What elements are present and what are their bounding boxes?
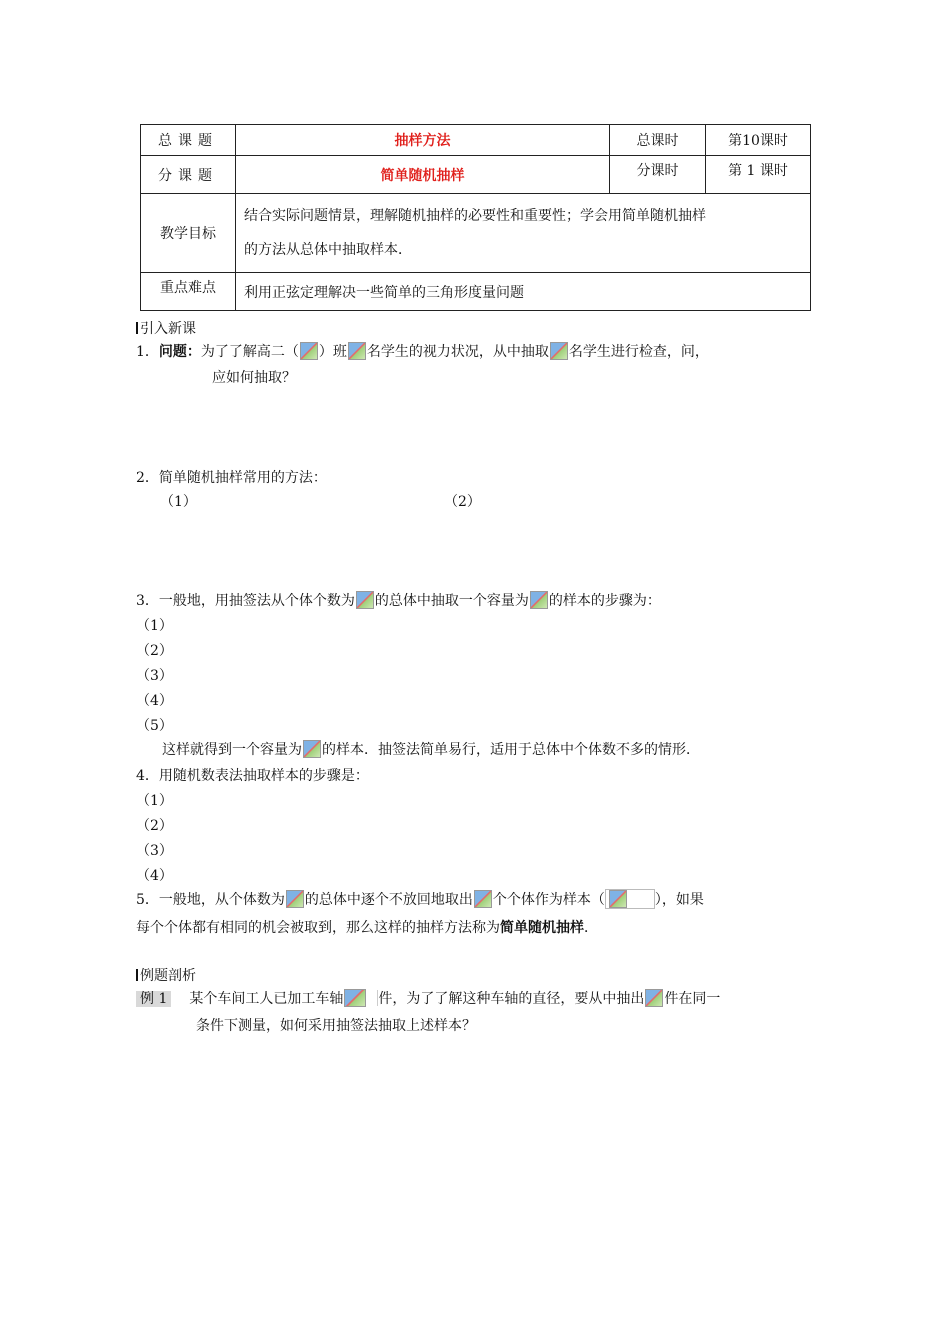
header-row-key-points bbox=[141, 273, 811, 311]
key-points-label: 重点难点 bbox=[141, 273, 236, 311]
question-5-line-1: 5．一般地，从个体数为 的总体中逐个不放回地取出 个个体作为样本（ ），如果 bbox=[136, 889, 704, 909]
section-heading-intro: 引入新课 bbox=[136, 318, 196, 338]
question-4-step-1: （1） bbox=[136, 793, 173, 809]
question-4-step-3: （3） bbox=[136, 843, 173, 859]
example-label: 例 1 bbox=[136, 991, 171, 1007]
question-4-step-4: （4） bbox=[136, 868, 173, 884]
sub-topic-label: 分课题 bbox=[141, 156, 236, 194]
sub-hours-value: 第 1 课时 bbox=[706, 156, 811, 194]
question-2-blank-2: （2） bbox=[444, 494, 481, 510]
formula-image-icon bbox=[530, 591, 548, 609]
question-3-step-5: （5） bbox=[136, 718, 173, 734]
header-row-main-topic bbox=[141, 125, 811, 156]
header-row-objectives bbox=[141, 194, 811, 273]
question-3-step-4: （4） bbox=[136, 693, 173, 709]
formula-image-icon bbox=[286, 890, 304, 908]
section-marker bbox=[136, 322, 138, 334]
key-points-text: 利用正弦定理解决一些简单的三角形度量问题 bbox=[236, 273, 811, 311]
header-row-sub-topic bbox=[141, 156, 811, 194]
question-4-step-2: （2） bbox=[136, 818, 173, 834]
formula-image-icon bbox=[356, 591, 374, 609]
main-topic-title: 抽样方法 bbox=[236, 125, 610, 156]
formula-image-icon bbox=[348, 342, 366, 360]
example-1-line-1: 例 1 某个车间工人已加工车轴 件，为了了解这种车轴的直径，要从中抽出 件在同一 bbox=[136, 988, 720, 1008]
question-5-line-2: 每个个体都有相同的机会被取到，那么这样的抽样方法称为简单随机抽样． bbox=[136, 920, 598, 936]
objectives-line-1: 结合实际问题情景，理解随机抽样的必要性和重要性；学会用简单随机抽样 bbox=[244, 208, 706, 224]
question-1-line-1: 1．问题：为了了解高二（ ）班 名学生的视力状况，从中抽取 名学生进行检查，问， bbox=[136, 344, 709, 360]
question-4: 4．用随机数表法抽取样本的步骤是： bbox=[136, 768, 369, 784]
formula-image-icon bbox=[300, 342, 318, 360]
total-hours-value: 第10课时 bbox=[706, 125, 811, 156]
question-3-step-3: （3） bbox=[136, 668, 173, 684]
sub-topic-title: 简单随机抽样 bbox=[236, 156, 610, 194]
example-1-line-2: 条件下测量，如何采用抽签法抽取上述样本？ bbox=[196, 1018, 476, 1034]
question-3: 3．一般地，用抽签法从个体个数为 的总体中抽取一个容量为 的样本的步骤为： bbox=[136, 593, 661, 609]
section-heading-examples: 例题剖析 bbox=[136, 965, 196, 985]
formula-image-icon bbox=[303, 740, 321, 758]
question-3-step-1: （1） bbox=[136, 618, 173, 634]
main-topic-label: 总课题 bbox=[141, 125, 236, 156]
question-3-step-2: （2） bbox=[136, 643, 173, 659]
section-marker bbox=[136, 969, 138, 981]
formula-image-icon bbox=[344, 989, 366, 1007]
question-3-conclusion: 这样就得到一个容量为 的样本．抽签法简单易行，适用于总体中个体数不多的情形． bbox=[162, 742, 700, 758]
question-2-blank-1: （1） bbox=[160, 494, 197, 510]
formula-image-icon bbox=[609, 890, 627, 908]
lesson-header-table bbox=[140, 124, 811, 311]
question-1-line-2: 应如何抽取？ bbox=[212, 370, 296, 386]
total-hours-label: 总课时 bbox=[610, 125, 706, 156]
formula-image-wide bbox=[605, 889, 655, 909]
formula-image-icon bbox=[645, 989, 663, 1007]
formula-image-icon bbox=[474, 890, 492, 908]
question-2: 2．简单随机抽样常用的方法： bbox=[136, 470, 327, 486]
objectives-line-2: 的方法从总体中抽取样本． bbox=[244, 242, 412, 258]
sub-hours-label: 分课时 bbox=[610, 156, 706, 194]
objectives-text bbox=[236, 194, 811, 273]
formula-image-icon bbox=[550, 342, 568, 360]
objectives-label: 教学目标 bbox=[141, 194, 236, 273]
